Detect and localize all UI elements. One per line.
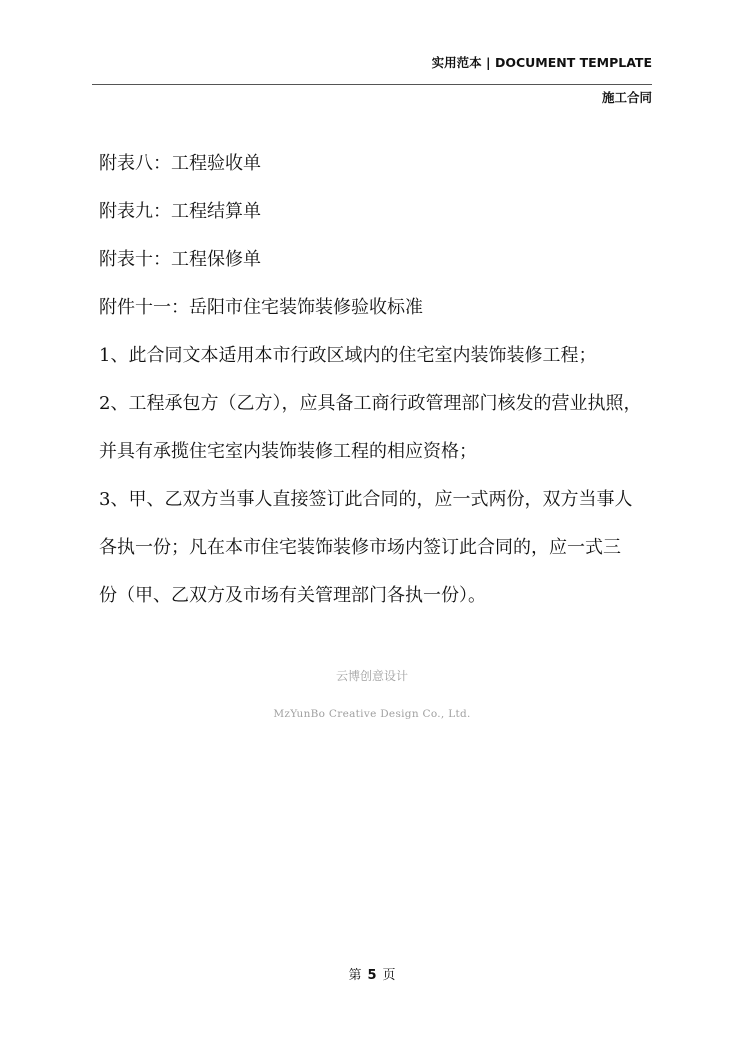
page-number-value: 5	[367, 968, 377, 983]
body-line-appendix-8: 附表八：工程验收单	[99, 153, 261, 174]
body-line-note-3-cont: 各执一份；凡在本市住宅装饰装修市场内签订此合同的，应一式三	[99, 537, 621, 558]
body-line-note-2-cont: 并具有承揽住宅室内装饰装修工程的相应资格；	[99, 441, 477, 462]
body-line-note-3: 3、甲、乙双方当事人直接签订此合同的，应一式两份，双方当事人	[99, 489, 633, 510]
page-number-prefix: 第	[348, 968, 362, 983]
body-line-appendix-9: 附表九：工程结算单	[99, 201, 261, 222]
body-line-appendix-10: 附表十：工程保修单	[99, 249, 261, 270]
header-subtitle: 施工合同	[601, 90, 652, 105]
page-number	[0, 964, 744, 983]
body-line-note-2: 2、工程承包方（乙方），应具备工商行政管理部门核发的营业执照，	[99, 393, 642, 414]
header-divider	[92, 84, 652, 85]
footer-company-cn: 云博创意设计	[335, 669, 408, 683]
body-line-attachment-11: 附件十一：岳阳市住宅装饰装修验收标准	[99, 297, 423, 318]
page-number-suffix: 页	[382, 968, 396, 983]
body-line-note-1: 1、此合同文本适用本市行政区域内的住宅室内装饰装修工程；	[99, 345, 597, 366]
footer-company-en: MzYunBo Creative Design Co., Ltd.	[273, 708, 471, 720]
header-title: 实用范本 | DOCUMENT TEMPLATE	[431, 55, 652, 70]
document-body	[99, 140, 659, 620]
body-line-note-3-end: 份（甲、乙双方及市场有关管理部门各执一份）。	[99, 585, 486, 606]
